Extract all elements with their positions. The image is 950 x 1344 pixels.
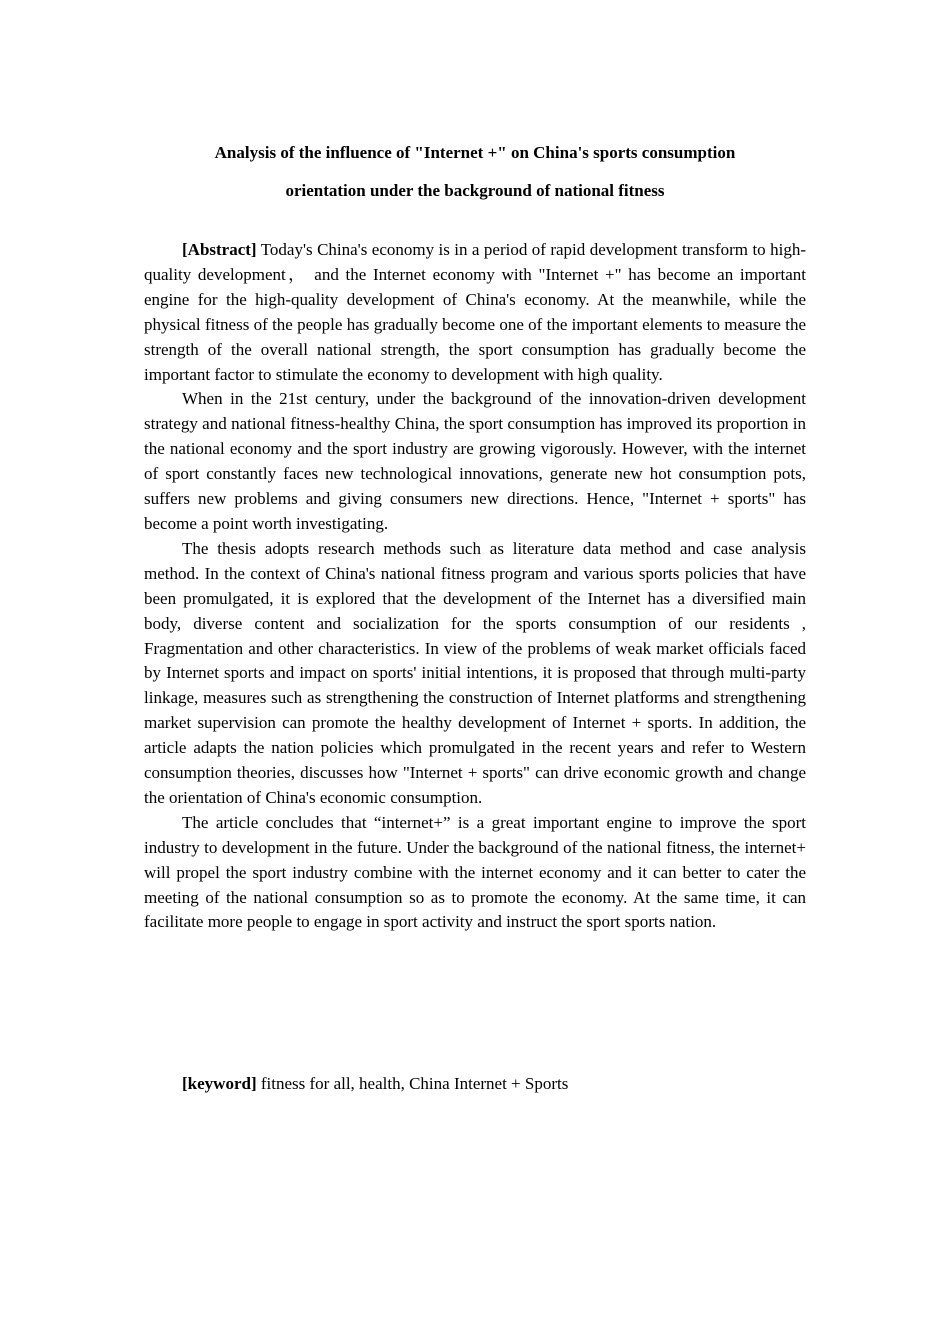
abstract-paragraph-4: The article concludes that “internet+” is a great important engine to improve the sport industry to development in the future. Under the background of the national fitness, the internet+ will propel the sport industry combine with the internet economy and it can better to cater the meeting of the national consumption so as to promote the economy. At the same time, it can facilitate more people to engage in sport activity and instruct the sport sports nation. (144, 812, 806, 932)
abstract-paragraph-2: When in the 21st century, under the background of the innovation-driven development strategy and national fitness-healthy China, the sport consumption has improved its proportion in the national economy and the sport industry are growing vigorously. However, with the internet of sport constantly faces new technological innovations, generate new hot consumption pots, suffers new problems and giving consumers new directions. Hence, "Internet + sports" has become a point worth investigating. (144, 389, 806, 533)
abstract-section (144, 238, 806, 935)
keywords-label: [keyword] (182, 1074, 257, 1093)
abstract-paragraph-1 (144, 238, 806, 387)
abstract-paragraph-3: The thesis adopts research methods such as literature data method and case analysis method. In the context of China's national fitness program and various sports policies that have been promulgated, it is explored that the development of the Internet has a diversified main body, diverse content and socialization for the sports consumption of our residents , Fragmentation and other characteristics. In view of the problems of weak market officials faced by Internet sports and impact on sports' initial intentions, it is proposed that through multi-party linkage, measures such as strengthening the construction of Internet platforms and strengthening market supervision can promote the healthy development of Internet + sports. In addition, the article adapts the nation policies which promulgated in the recent years and refer to Western consumption theories, discusses how "Internet + sports" can drive economic growth and change the orientation of China's economic consumption. (144, 538, 806, 807)
paper-title-line-1: Analysis of the influence of "Internet +" on China's sports consumption (214, 143, 736, 162)
paper-title-line-2: orientation under the background of national fitness (285, 181, 665, 200)
keywords-text: fitness for all, health, China Internet + Sports (260, 1074, 569, 1093)
abstract-paragraph-1-text: Today's China's economy is in a period of rapid development transform to high-quality development， and the Internet economy with "Internet +" has become an important engine for the high-quality development of China's economy. At the meanwhile, while the physical fitness of the people has gradually become one of the important elements to measure the strength of the overall national strength, the sport consumption has gradually become the important factor to stimulate the economy to development with high quality. (144, 240, 806, 384)
keywords-section (144, 1071, 806, 1096)
abstract-label: [Abstract] (182, 240, 257, 259)
